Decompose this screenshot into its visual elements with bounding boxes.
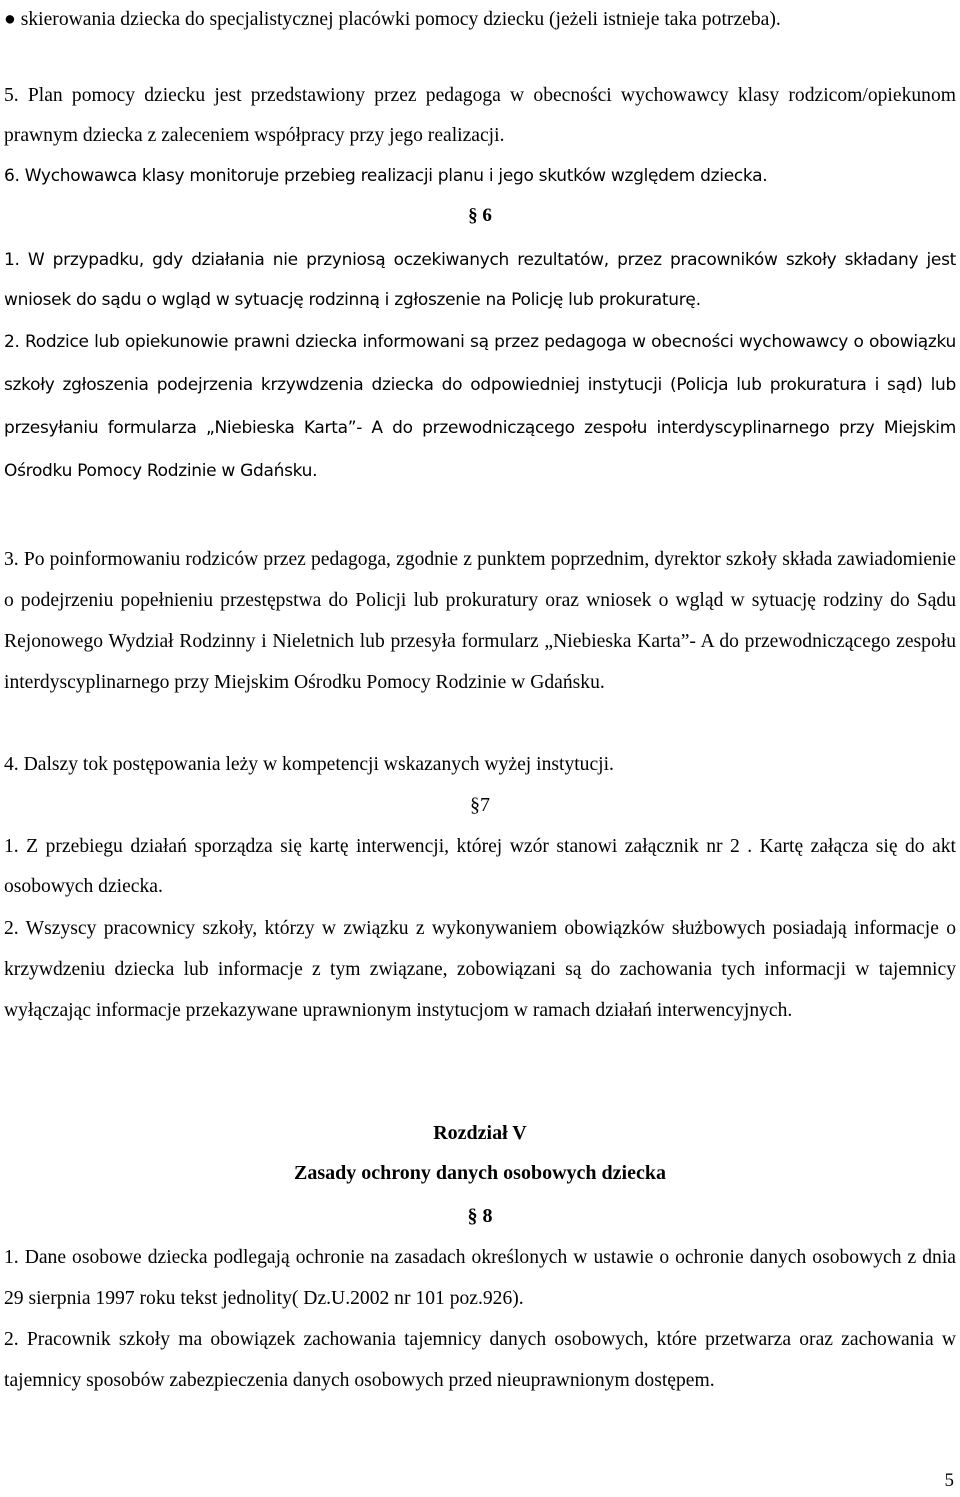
section-heading-7: §7 bbox=[470, 794, 490, 816]
page-number: 5 bbox=[944, 1470, 954, 1491]
chapter-title: Rozdział V bbox=[433, 1122, 527, 1144]
paragraph-6-4: 4. Dalszy tok postępowania leży w kompetencji wskazanych wyżej instytucji. bbox=[4, 754, 614, 775]
paragraph-7-2: 2. Wszyscy pracownicy szkoły, którzy w związku z wykonywaniem obowiązków służbowych posiadają informacje o krzywdzeniu dziecka lub informacje z tym związane, zobowiązani są do zachowania tych informacji w tajemnicy wyłączając informacje przekazywane uprawnionym instytucjom w ramach działań interwencyjnych. bbox=[4, 918, 956, 1021]
paragraph-6-3: 3. Po poinformowaniu rodziców przez pedagoga, zgodnie z punktem poprzednim, dyrektor szkoły składa zawiadomienie o podejrzeniu popełnieniu przestępstwa do Policji lub prokuratury oraz wniosek o wgląd w sytuację rodziny do Sądu Rejonowego Wydział Rodzinny i Nieletnich lub przesyła formularz „Niebieska Karta”- A do przewodniczącego zespołu interdyscyplinarnego przy Miejskim Ośrodku Pomocy Rodzinie w Gdańsku. bbox=[4, 549, 956, 693]
paragraph-6-2: 2. Rodzice lub opiekunowie prawni dziecka informowani są przez pedagoga w obecności wychowawcy o obowiązku szkoły zgłoszenia podejrzenia krzywdzenia dziecka do odpowiedniej instytucji (Policja lub prokuratura i sąd) lub przesyłaniu formularza „Niebieska Karta”- A do przewodniczącego zespołu interdyscyplinarnego przy Miejskim Ośrodku Pomocy Rodzinie w Gdańsku. bbox=[4, 332, 956, 481]
paragraph-7-1: 1. Z przebiegu działań sporządza się kartę interwencji, której wzór stanowi załącznik nr 2 . Kartę załącza się do akt osobowych dziecka. bbox=[4, 836, 956, 897]
paragraph-5-5: 5. Plan pomocy dziecku jest przedstawiony przez pedagoga w obecności wychowawcy klasy rodzicom/opiekunom prawnym dziecka z zaleceniem współpracy przy jego realizacji. bbox=[4, 85, 956, 146]
bullet-item-placowka: ● skierowania dziecka do specjalistycznej placówki pomocy dziecku (jeżeli istnieje taka potrzeba). bbox=[4, 9, 781, 30]
section-heading-8: § 8 bbox=[467, 1205, 493, 1227]
section-heading-6: § 6 bbox=[468, 205, 492, 226]
paragraph-6-1: 1. W przypadku, gdy działania nie przyniosą oczekiwanych rezultatów, przez pracowników szkoły składany jest wniosek do sądu o wgląd w sytuację rodzinną i zgłoszenie na Policję lub prokuraturę. bbox=[4, 250, 956, 310]
paragraph-8-1: 1. Dane osobowe dziecka podlegają ochronie na zasadach określonych w ustawie o ochronie danych osobowych z dnia 29 sierpnia 1997 roku tekst jednolity( Dz.U.2002 nr 101 poz.926). bbox=[4, 1247, 956, 1309]
paragraph-8-2: 2. Pracownik szkoły ma obowiązek zachowania tajemnicy danych osobowych, które przetwarza oraz zachowania w tajemnicy sposobów zabezpieczenia danych osobowych przed nieuprawnionym dostępem. bbox=[4, 1329, 956, 1391]
chapter-subtitle: Zasady ochrony danych osobowych dziecka bbox=[294, 1162, 666, 1184]
paragraph-5-6: 6. Wychowawca klasy monitoruje przebieg realizacji planu i jego skutków względem dziecka. bbox=[4, 166, 768, 186]
